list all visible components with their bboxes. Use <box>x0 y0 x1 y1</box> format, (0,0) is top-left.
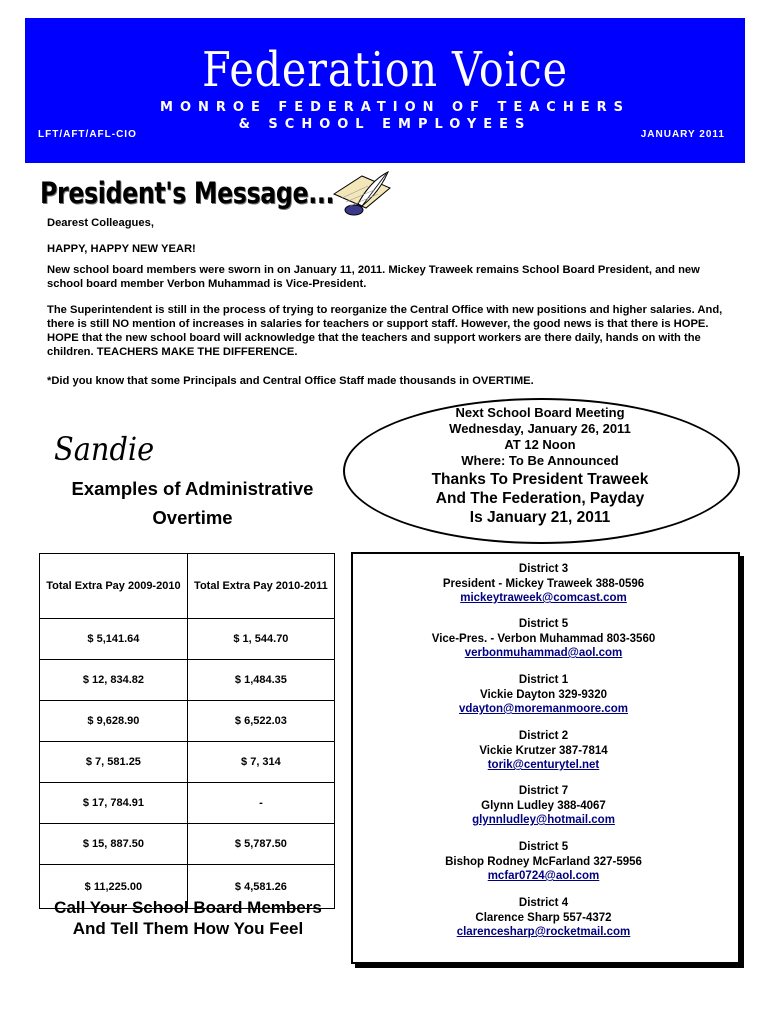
table-header-row <box>40 554 335 619</box>
call-to-action: Call Your School Board Members And Tell Them How You Feel <box>54 898 322 938</box>
message-paragraph-1: New school board members were sworn in on January 11, 2011. Mickey Traweek remains School Board President, and new school board member Verbon Muhammad is Vice-President. <box>47 264 700 290</box>
table-cell: $ 6,522.03 <box>187 701 334 742</box>
board-member-district-5b <box>351 840 736 884</box>
member-name-phone: Clarence Sharp 557-4372 <box>475 911 612 924</box>
payday-notice <box>355 470 725 527</box>
table-cell: $ 5,141.64 <box>40 619 188 660</box>
table-row <box>40 660 335 701</box>
overtime-table <box>39 553 335 909</box>
board-member-district-3 <box>351 562 736 606</box>
district-label: District 5 <box>518 841 569 853</box>
table-cell: $ 5,787.50 <box>187 824 334 865</box>
table-cell: $ 15, 887.50 <box>40 824 188 865</box>
district-label: District 7 <box>518 785 569 797</box>
overtime-heading <box>40 474 345 532</box>
overtime-heading-line2: Overtime <box>152 507 233 528</box>
table-cell: $ 12, 834.82 <box>40 660 188 701</box>
quill-and-paper-icon <box>328 168 394 218</box>
member-email-link[interactable]: glynnludley@hotmail.com <box>472 814 615 826</box>
meeting-time: AT 12 Noon <box>504 437 576 452</box>
table-cell: $ 7, 581.25 <box>40 742 188 783</box>
payday-line1: Thanks To President Traweek <box>431 471 649 488</box>
meeting-date: Wednesday, January 26, 2011 <box>449 421 631 436</box>
district-label: District 4 <box>518 897 569 909</box>
table-row <box>40 619 335 660</box>
table-row <box>40 742 335 783</box>
salutation: Dearest Colleagues, <box>47 217 154 229</box>
table-cell: $ 17, 784.91 <box>40 783 188 824</box>
district-label: District 3 <box>518 563 569 575</box>
payday-line2: And The Federation, Payday <box>435 490 645 507</box>
board-member-district-5 <box>351 617 736 661</box>
affiliation-label: LFT/AFT/AFL-CIO <box>38 129 137 140</box>
member-name-phone: Glynn Ludley 388-4067 <box>481 799 606 812</box>
new-year-greeting: HAPPY, HAPPY NEW YEAR! <box>47 243 196 255</box>
table-cell: $ 4,581.26 <box>187 865 334 909</box>
table-cell: $ 1,484.35 <box>187 660 334 701</box>
member-name-phone: Vice-Pres. - Verbon Muhammad 803-3560 <box>431 632 656 645</box>
member-email-link[interactable]: clarencesharp@rocketmail.com <box>456 926 631 938</box>
table-cell: $ 11,225.00 <box>40 865 188 909</box>
meeting-location: Where: To Be Announced <box>461 453 619 468</box>
payday-line3: Is January 21, 2011 <box>469 509 611 526</box>
member-name-phone: President - Mickey Traweek 388-0596 <box>442 577 645 590</box>
meeting-details <box>355 405 725 469</box>
table-row <box>40 701 335 742</box>
member-email-link[interactable]: torik@centurytel.net <box>487 759 600 771</box>
table-cell: $ 9,628.90 <box>40 701 188 742</box>
overtime-heading-line1: Examples of Administrative <box>71 478 314 499</box>
newsletter-title: Federation Voice <box>202 42 568 98</box>
table-row <box>40 824 335 865</box>
organization-name-line2: & SCHOOL EMPLOYEES <box>238 117 532 132</box>
organization-name-line1: MONROE FEDERATION OF TEACHERS <box>160 100 630 115</box>
member-email-link[interactable]: vdayton@moremanmoore.com <box>458 703 629 715</box>
table-cell: - <box>187 783 334 824</box>
overtime-footnote: *Did you know that some Principals and Central Office Staff made thousands in OVERTIME. <box>47 375 534 387</box>
table-cell: $ 1, 544.70 <box>187 619 334 660</box>
signature: Sandie <box>54 430 155 468</box>
member-email-link[interactable]: mcfar0724@aol.com <box>487 870 600 882</box>
district-label: District 1 <box>518 674 569 686</box>
masthead-banner <box>25 18 745 163</box>
member-name-phone: Vickie Dayton 329-9320 <box>479 688 607 701</box>
board-member-district-2 <box>351 729 736 773</box>
member-email-link[interactable]: mickeytraweek@comcast.com <box>460 592 627 604</box>
board-member-district-1 <box>351 673 736 717</box>
member-email-link[interactable]: verbonmuhammad@aol.com <box>464 647 623 659</box>
column-header: Total Extra Pay 2010-2011 <box>187 554 334 619</box>
issue-date: JANUARY 2011 <box>640 129 725 140</box>
member-name-phone: Vickie Krutzer 387-7814 <box>479 744 608 757</box>
district-label: District 5 <box>518 618 569 630</box>
meeting-heading: Next School Board Meeting <box>455 405 625 420</box>
board-member-district-4 <box>351 896 736 940</box>
column-header: Total Extra Pay 2009-2010 <box>40 554 188 619</box>
presidents-message-heading: President's Message... <box>40 176 335 210</box>
table-cell: $ 7, 314 <box>187 742 334 783</box>
member-name-phone: Bishop Rodney McFarland 327-5956 <box>445 855 642 868</box>
message-paragraph-2: The Superintendent is still in the process of trying to reorganize the Central Office with new positions and higher salaries. And, there is still NO mention of increases in salaries for teachers or support staff. However, the good news is that there is HOPE. HOPE that the new school board will acknowledge that the teachers and support workers are there daily, hands on with the children. TEACHERS MAKE THE DIFFERENCE. <box>47 304 723 358</box>
district-label: District 2 <box>518 730 569 742</box>
table-row <box>40 783 335 824</box>
board-member-district-7 <box>351 784 736 828</box>
